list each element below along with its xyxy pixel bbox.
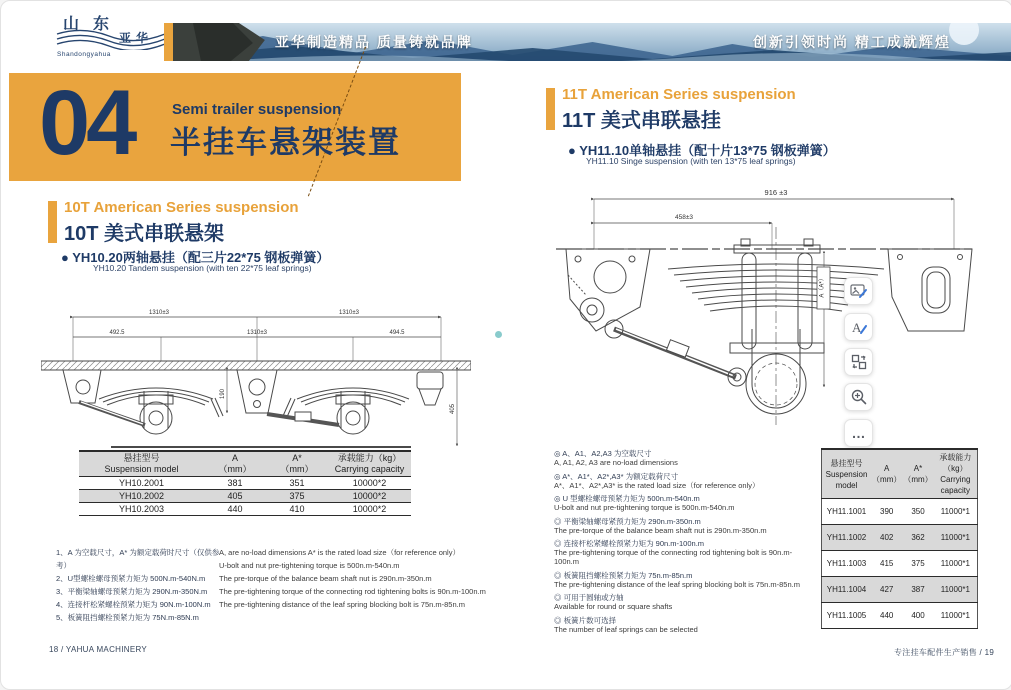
dim-label: 1310±3: [247, 330, 267, 336]
footnote: 1、A 为空载尺寸，A* 为额定载荷时尺寸（仅供参考）: [56, 548, 220, 570]
drawing-11t-single-suspension: [556, 179, 976, 441]
cell: YH11.1005: [826, 611, 867, 620]
text-edit-letter: A: [851, 320, 861, 335]
cell: 375: [911, 559, 925, 568]
table-row: [79, 477, 411, 490]
logo-text-en: Shandongyahua: [57, 51, 111, 58]
footnote: 3、平衡梁轴螺母预紧力矩为 290N.m-350N.m: [56, 587, 208, 596]
cell: 11000*1: [940, 533, 970, 542]
more-icon: …: [851, 425, 866, 441]
footnote: The pre-tightening torque of the connecting rod tightening bolts is 90n.m-100n.m: [219, 587, 486, 596]
header-accent-bar: [164, 23, 173, 61]
heading-accent-bar: [546, 88, 555, 130]
model-bullet-11t-cn: ● YH11.10单轴悬挂（配十片13*75 钢板弹簧）: [568, 143, 836, 158]
page-number-left: 18 / YAHUA MACHINERY: [49, 645, 148, 654]
header-cell: A* （mm）: [280, 453, 314, 474]
header-cell: A （mm）: [872, 464, 902, 484]
model-bullet-10t-en: YH10.20 Tandem suspension (with ten 22*75 leaf springs): [93, 263, 312, 273]
table-row: [79, 503, 411, 516]
note-item: ◎ 可用于圆轴或方轴 Available for round or square shafts: [554, 593, 673, 611]
cell: 351: [289, 478, 305, 488]
heading-10t: [48, 199, 468, 247]
cell: 402: [880, 533, 894, 542]
cell: 410: [289, 504, 305, 514]
footnote: 2、U型螺栓螺母预紧力矩为 500N.m-540N.m: [56, 574, 206, 583]
header-cell: 承载能力 （kg） Carrying capacity: [939, 453, 972, 495]
notes-11t: [554, 449, 816, 634]
replace-transform-button[interactable]: [844, 348, 873, 376]
zoom-in-button[interactable]: [844, 383, 873, 411]
header-slogan-left: 亚华制造精品 质量铸就品牌: [275, 34, 473, 50]
cell: 375: [289, 491, 305, 501]
cell: 11000*1: [940, 559, 970, 568]
cell: 362: [911, 533, 925, 542]
dim-label: 492.5: [109, 330, 125, 336]
dim-label: 190: [220, 388, 226, 400]
footnote: 4、连接杆松紧螺栓预紧力矩为 90N.m-100N.m: [56, 600, 211, 609]
table-header-row: [822, 449, 978, 499]
dim-label: 494.5: [389, 330, 405, 336]
header-cell: A* （mm）: [903, 464, 933, 484]
section-number: 04: [39, 72, 134, 174]
table-row: [822, 577, 978, 603]
cell: 11000*1: [940, 507, 970, 516]
image-edit-button[interactable]: [844, 277, 873, 305]
footnote: The pre-torque of the balance beam shaft nut is 290n.m-350n.m: [219, 574, 432, 583]
cell: YH11.1002: [826, 533, 867, 542]
cell: 440: [880, 611, 894, 620]
cell: 400: [911, 611, 925, 620]
cell: YH10.2003: [118, 504, 165, 514]
section-number-banner: [9, 73, 461, 181]
cell: 10000*2: [352, 491, 387, 501]
footnote: The pre-tightening distance of the leaf spring blocking bolt is 75n.m-85n.m: [219, 600, 465, 609]
cell: YH11.1001: [826, 507, 867, 516]
table-11t-models: [821, 448, 978, 629]
section-title-cn: 半挂车悬架装置: [170, 125, 401, 160]
cell: 390: [880, 507, 894, 516]
heading-accent-bar: [48, 201, 57, 243]
header-cell: A （mm）: [218, 453, 252, 474]
cell: YH11.1003: [826, 559, 867, 568]
pencil-icon: [861, 326, 866, 333]
footnote: 5、板簧阻挡螺栓预紧力矩为 75N.m-85N.m: [56, 613, 199, 622]
note-item: ◎ U 型螺栓螺母预紧力矩为 500n.m-540n.m U-bolt and nut pre-tightening torque is 500n.m-540n.m: [554, 494, 735, 512]
cell: 427: [880, 585, 894, 594]
cell: 10000*2: [352, 478, 387, 488]
cell: YH10.2001: [118, 478, 165, 488]
table-row: [822, 603, 978, 629]
text-edit-button[interactable]: [844, 313, 873, 341]
header-cell: 悬挂型号 Suspension model: [825, 458, 868, 490]
header-cell: 承载能力（kg） Carrying capacity: [334, 453, 405, 474]
cell: 10000*2: [352, 504, 387, 514]
dim-label: 405: [450, 403, 456, 415]
footnotes-10t-en: [219, 546, 519, 611]
dim-label-a: A（A*）: [819, 275, 826, 298]
table-row: [822, 499, 978, 525]
table-10t-models: [79, 450, 411, 516]
heading-11t-cn: 11T 美式串联悬挂: [562, 110, 721, 132]
model-bullet-10t-cn: ● YH10.20两轴悬挂（配三片22*75 钢板弹簧）: [61, 250, 330, 265]
header-cell: 悬挂型号 Suspension model: [104, 453, 179, 474]
swap-squares-icon: [851, 354, 867, 370]
note-item: ◎ 板簧片数可选择 The number of leaf springs can be selected: [554, 615, 698, 634]
heading-11t-en: 11T American Series suspension: [562, 86, 796, 103]
footnote: U-bolt and nut pre-tightening torque is 500n.m-540n.m: [219, 561, 400, 570]
section-subtitle-en: Semi trailer suspension: [172, 101, 342, 118]
table-header-row: [79, 451, 411, 477]
table-row: [822, 525, 978, 551]
annotation-dot: [495, 331, 502, 338]
company-logo: [53, 11, 171, 63]
logo-text-cn-bottom: 亚华: [119, 31, 154, 45]
logo-wave-icon: [53, 28, 169, 50]
cell: 11000*1: [940, 611, 970, 620]
note-item: ◎ A、A1、A2,A3 为空载尺寸 A, A1, A2, A3 are no-load dimensions: [554, 449, 678, 467]
note-item: ◎ A*、A1*、A2*,A3* 为额定载荷尺寸 A*、A1*、A2*,A3* is the rated load size（for reference only）: [554, 471, 760, 490]
heading-10t-en: 10T American Series suspension: [64, 199, 299, 216]
note-item: ◎ 平衡梁轴螺母紧预力矩为 290n.m-350n.m The pre-torque of the balance beam shaft nut is 290n.m-350n.m: [554, 516, 767, 535]
zoom-in-icon: [851, 389, 867, 405]
cell: 381: [227, 478, 243, 488]
header-banner: [173, 23, 1011, 61]
cell: YH11.1004: [826, 585, 867, 594]
note-item: ◎ 连接杆松紧螺栓预紧力矩为 90n.m-100n.m The pre-tightening torque of the connecting rod tightening bolt is 90n.m-100n.m: [554, 539, 793, 566]
more-options-button[interactable]: [844, 419, 873, 447]
footnote: A, are no-load dimensions A* is the rated load size（for reference only）: [219, 548, 460, 557]
heading-11t: [546, 86, 976, 132]
header-slogan-right: 创新引领时尚 精工成就辉煌: [753, 34, 951, 50]
model-bullet-11t-en: YH11.10 Singe suspension (with ten 13*75 leaf springs): [586, 156, 796, 166]
cell: 440: [227, 504, 243, 514]
page-number-right: 专注挂车配件生产销售 / 19: [894, 648, 995, 657]
dim-label: 1310±3: [339, 310, 359, 316]
cell: 350: [911, 507, 925, 516]
dim-label: 1310±3: [149, 310, 169, 316]
cell: 11000*1: [940, 585, 970, 594]
cell: 387: [911, 585, 925, 594]
table-row: [822, 551, 978, 577]
dim-label-half: 458±3: [674, 214, 694, 221]
drawing-10t-tandem-suspension: [41, 301, 471, 451]
cell: 415: [880, 559, 894, 568]
logo-text-cn-top: 山东: [63, 16, 124, 33]
dim-label-total: 916 ±3: [764, 188, 788, 197]
cell: YH10.2002: [118, 491, 165, 501]
footnotes-10t-cn: [56, 546, 228, 624]
note-item: ◎ 板簧阻挡螺栓预紧力矩为 75n.m-85n.m The pre-tightening distance of the leaf spring blocking bolt is 75n.m-85n.m: [554, 570, 800, 589]
heading-10t-cn: 10T 美式串联悬架: [64, 223, 225, 245]
table-row: [79, 490, 411, 503]
cell: 405: [227, 491, 243, 501]
image-edit-icon: [850, 284, 868, 299]
